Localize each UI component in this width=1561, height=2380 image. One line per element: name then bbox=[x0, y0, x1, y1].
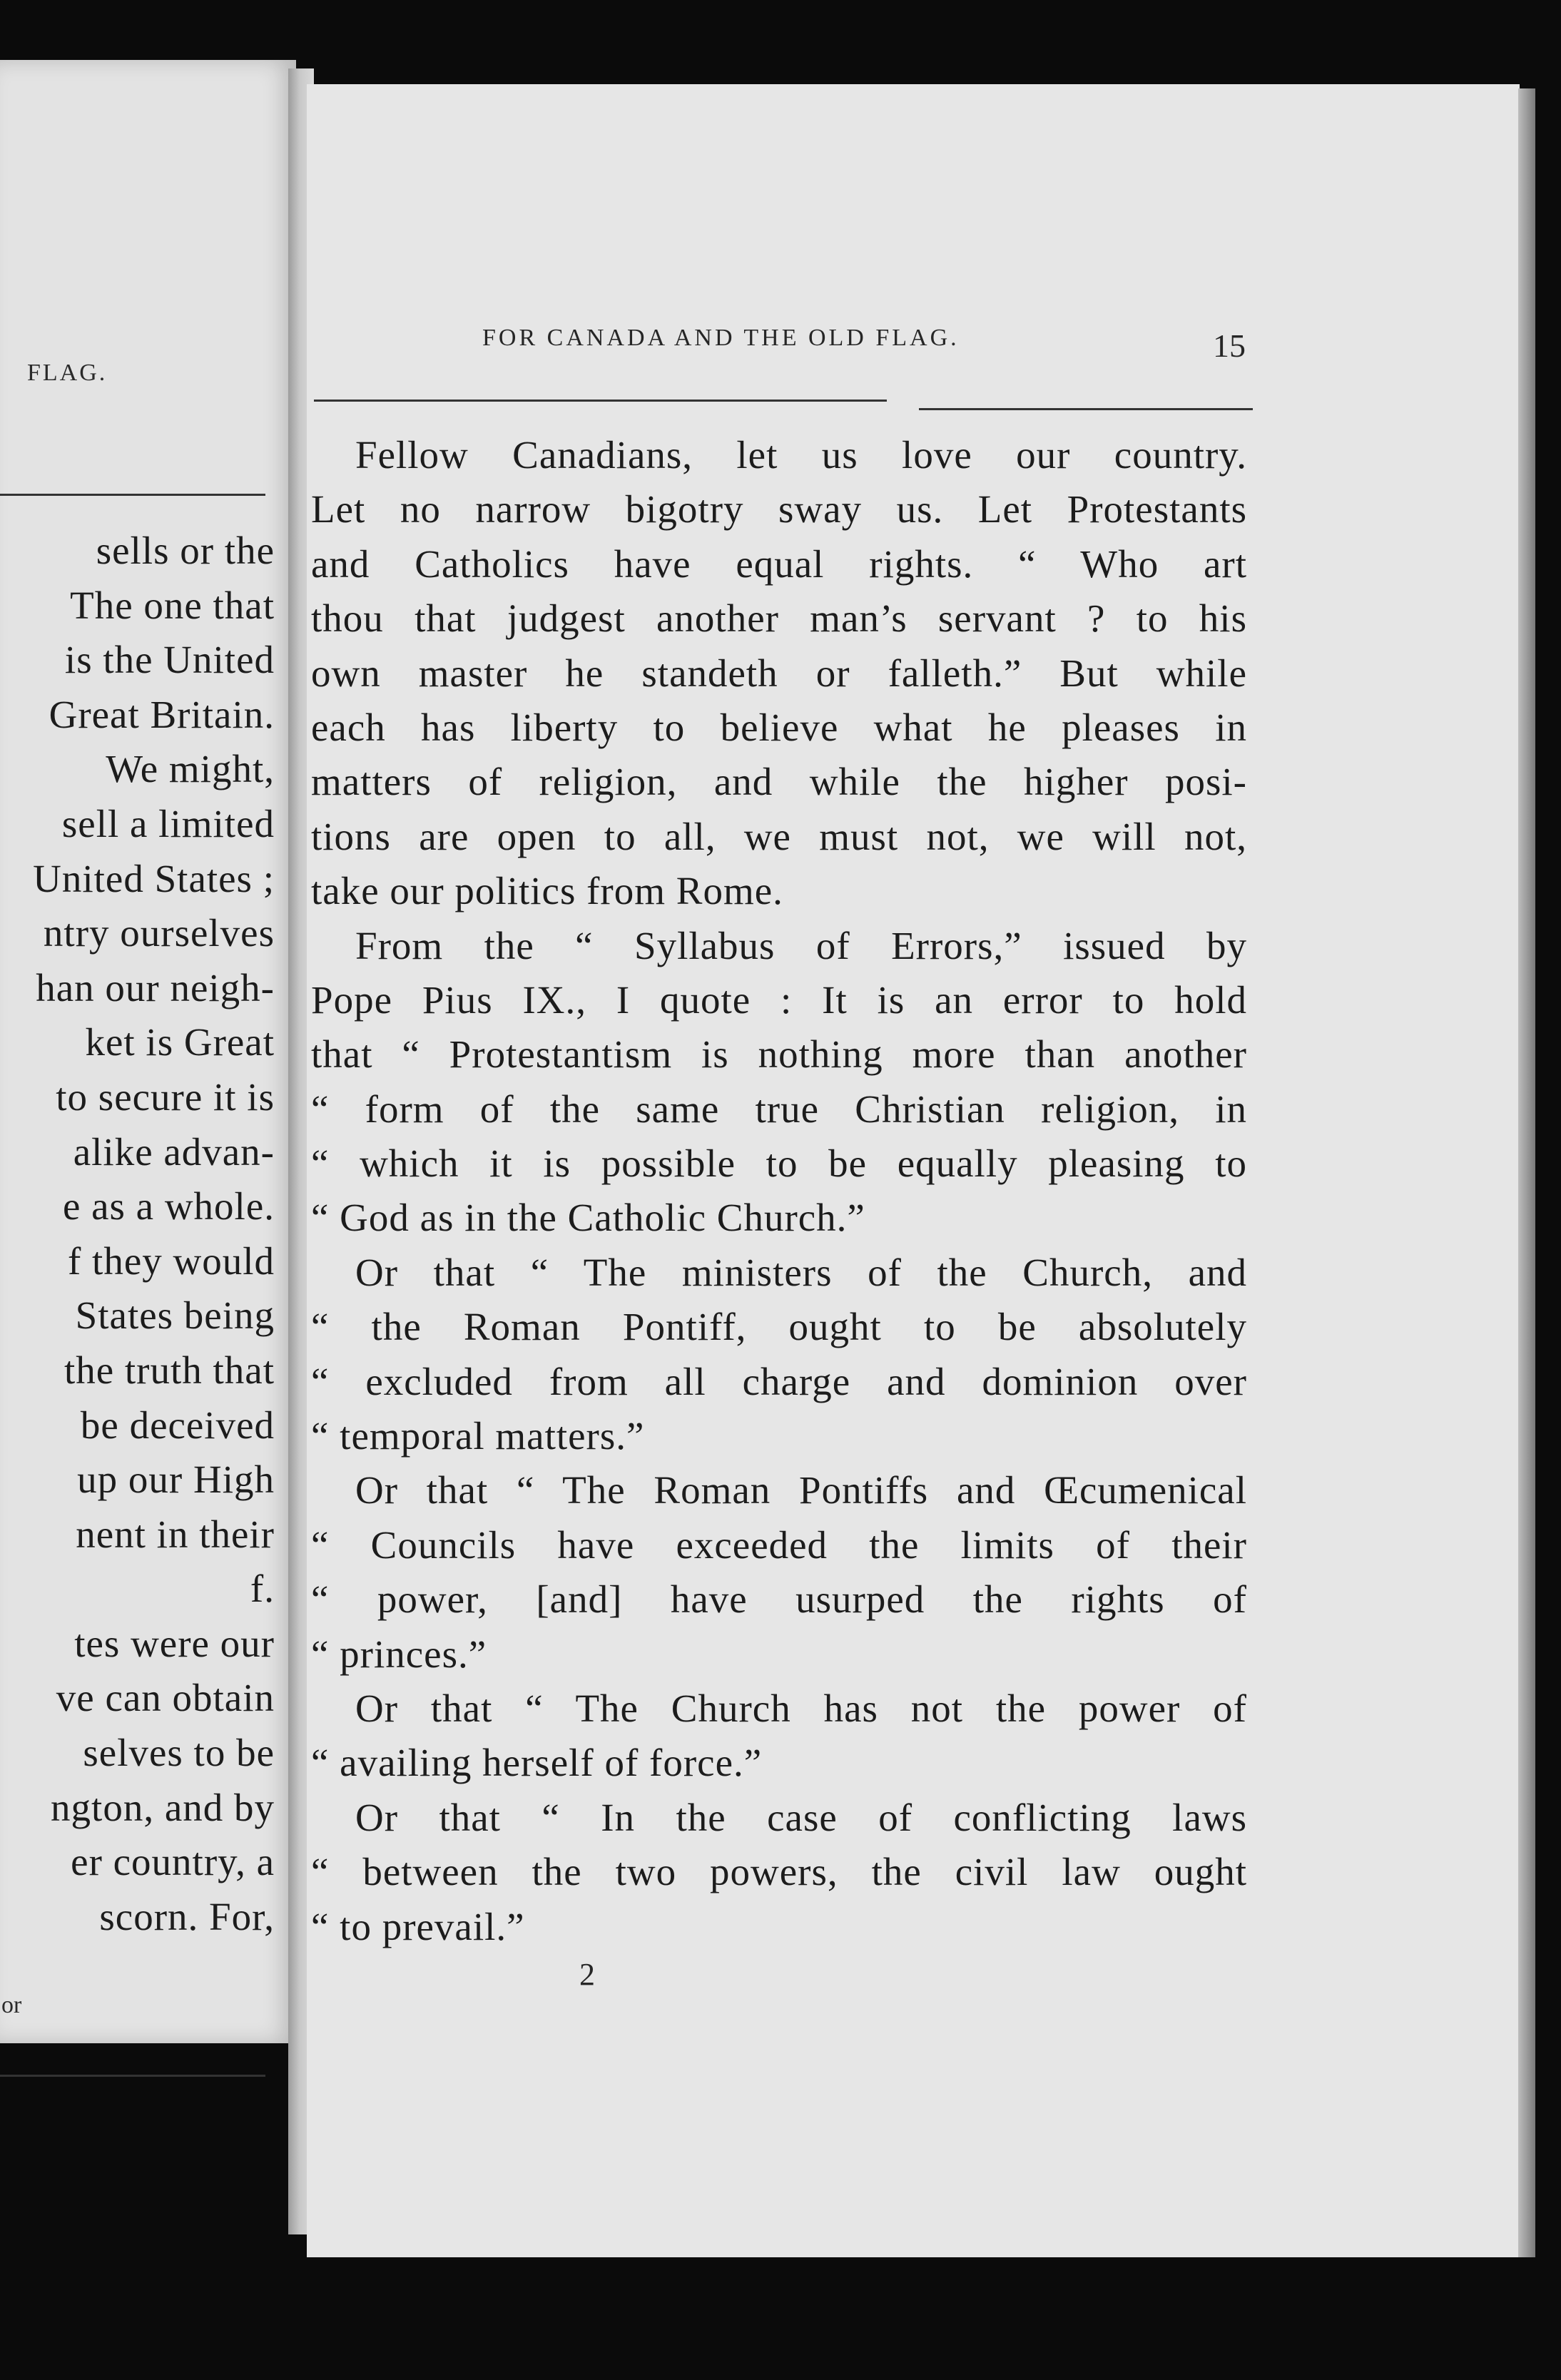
left-text-line: ve can obtain bbox=[56, 1676, 275, 1720]
left-text-line: be deceived bbox=[80, 1403, 275, 1447]
left-text-line: The one that bbox=[70, 583, 275, 627]
left-text-line: United States ; bbox=[33, 856, 275, 900]
left-text-line: tes were our bbox=[74, 1621, 275, 1665]
text-line: Let no narrow bigotry sway us. Let Protestants bbox=[311, 487, 1247, 532]
left-text-line: is the United bbox=[64, 638, 275, 682]
text-line: “ temporal matters.” bbox=[311, 1414, 645, 1458]
text-line: From the “ Syllabus of Errors,” issued by bbox=[355, 923, 1247, 967]
page-body-text bbox=[311, 428, 1247, 1954]
left-text-line: er country, a bbox=[71, 1840, 275, 1884]
left-text-line: to secure it is bbox=[56, 1074, 275, 1119]
left-text-line: ntry ourselves bbox=[43, 911, 275, 955]
left-text-line: the truth that bbox=[63, 1348, 275, 1392]
left-text-line: ket is Great bbox=[85, 1020, 275, 1064]
left-text-line: f. bbox=[250, 1567, 275, 1611]
left-page-text bbox=[0, 524, 275, 1944]
text-line: take our politics from Rome. bbox=[311, 869, 783, 913]
left-text-line: alike advan- bbox=[73, 1129, 275, 1174]
left-text-line: e as a whole. bbox=[62, 1184, 275, 1229]
text-line: Pope Pius IX., I quote : It is an error to hold bbox=[311, 977, 1247, 1022]
left-text-line: We might, bbox=[106, 747, 275, 791]
left-text-line: sells or the bbox=[96, 529, 275, 572]
text-line: tions are open to all, we must not, we will not, bbox=[311, 814, 1247, 858]
left-text-line: States being bbox=[75, 1293, 275, 1338]
text-line: Or that “ The ministers of the Church, and bbox=[355, 1250, 1247, 1294]
left-text-line: ngton, and by bbox=[51, 1785, 275, 1829]
text-line: each has liberty to believe what he pleases in bbox=[311, 705, 1247, 749]
text-line: “ excluded from all charge and dominion over bbox=[311, 1359, 1247, 1403]
text-line: “ Councils have exceeded the limits of their bbox=[311, 1522, 1247, 1567]
text-line: own master he standeth or falleth.” But while bbox=[311, 651, 1247, 695]
text-line: Or that “ In the case of conflicting laws bbox=[355, 1795, 1247, 1839]
text-line: and Catholics have equal rights. “ Who art bbox=[311, 541, 1247, 586]
text-line: Or that “ The Church has not the power of bbox=[355, 1686, 1247, 1730]
text-line: thou that judgest another man’s servant ? to his bbox=[311, 596, 1247, 641]
text-line: “ princes.” bbox=[311, 1632, 487, 1676]
left-text-line: f they would bbox=[67, 1239, 275, 1283]
left-footer-rule bbox=[0, 2075, 265, 2077]
text-line: that “ Protestantism is nothing more than another bbox=[311, 1032, 1247, 1077]
signature-mark: 2 bbox=[579, 1957, 595, 1992]
page-edge-shadow bbox=[1518, 88, 1535, 2257]
text-line: “ between the two powers, the civil law ought bbox=[311, 1850, 1247, 1894]
text-line: “ form of the same true Christian religion, in bbox=[311, 1087, 1247, 1131]
left-text-line: sell a limited bbox=[61, 801, 275, 845]
left-text-line: han our neigh- bbox=[36, 965, 275, 1010]
text-line: matters of religion, and while the higher posi- bbox=[311, 760, 1247, 804]
left-text-line: selves to be bbox=[83, 1731, 275, 1775]
text-line: “ God as in the Catholic Church.” bbox=[311, 1196, 865, 1240]
left-text-line: up our High bbox=[77, 1458, 275, 1502]
left-catchword: or bbox=[1, 1992, 22, 2018]
left-text-line: Great Britain. bbox=[49, 692, 275, 736]
left-text-line: nent in their bbox=[76, 1512, 275, 1556]
text-line: “ to prevail.” bbox=[311, 1904, 525, 1948]
left-header-rule bbox=[0, 494, 265, 496]
text-line: “ availing herself of force.” bbox=[311, 1741, 763, 1785]
text-line: Or that “ The Roman Pontiffs and Œcumenical bbox=[355, 1468, 1247, 1512]
running-head: FOR CANADA AND THE OLD FLAG. bbox=[482, 325, 960, 351]
header-rule-right bbox=[919, 408, 1253, 410]
text-line: “ the Roman Pontiff, ought to be absolutely bbox=[311, 1305, 1247, 1349]
text-line: Fellow Canadians, let us love our country. bbox=[355, 433, 1247, 477]
left-running-head: FLAG. bbox=[27, 360, 108, 386]
page-number: 15 bbox=[1213, 327, 1246, 364]
left-text-line: scorn. For, bbox=[99, 1894, 275, 1938]
previous-page bbox=[0, 60, 296, 2043]
text-line: “ power, [and] have usurped the rights of bbox=[311, 1577, 1247, 1622]
text-line: “ which it is possible to be equally pleasing to bbox=[311, 1141, 1247, 1186]
header-rule-left bbox=[314, 400, 887, 402]
